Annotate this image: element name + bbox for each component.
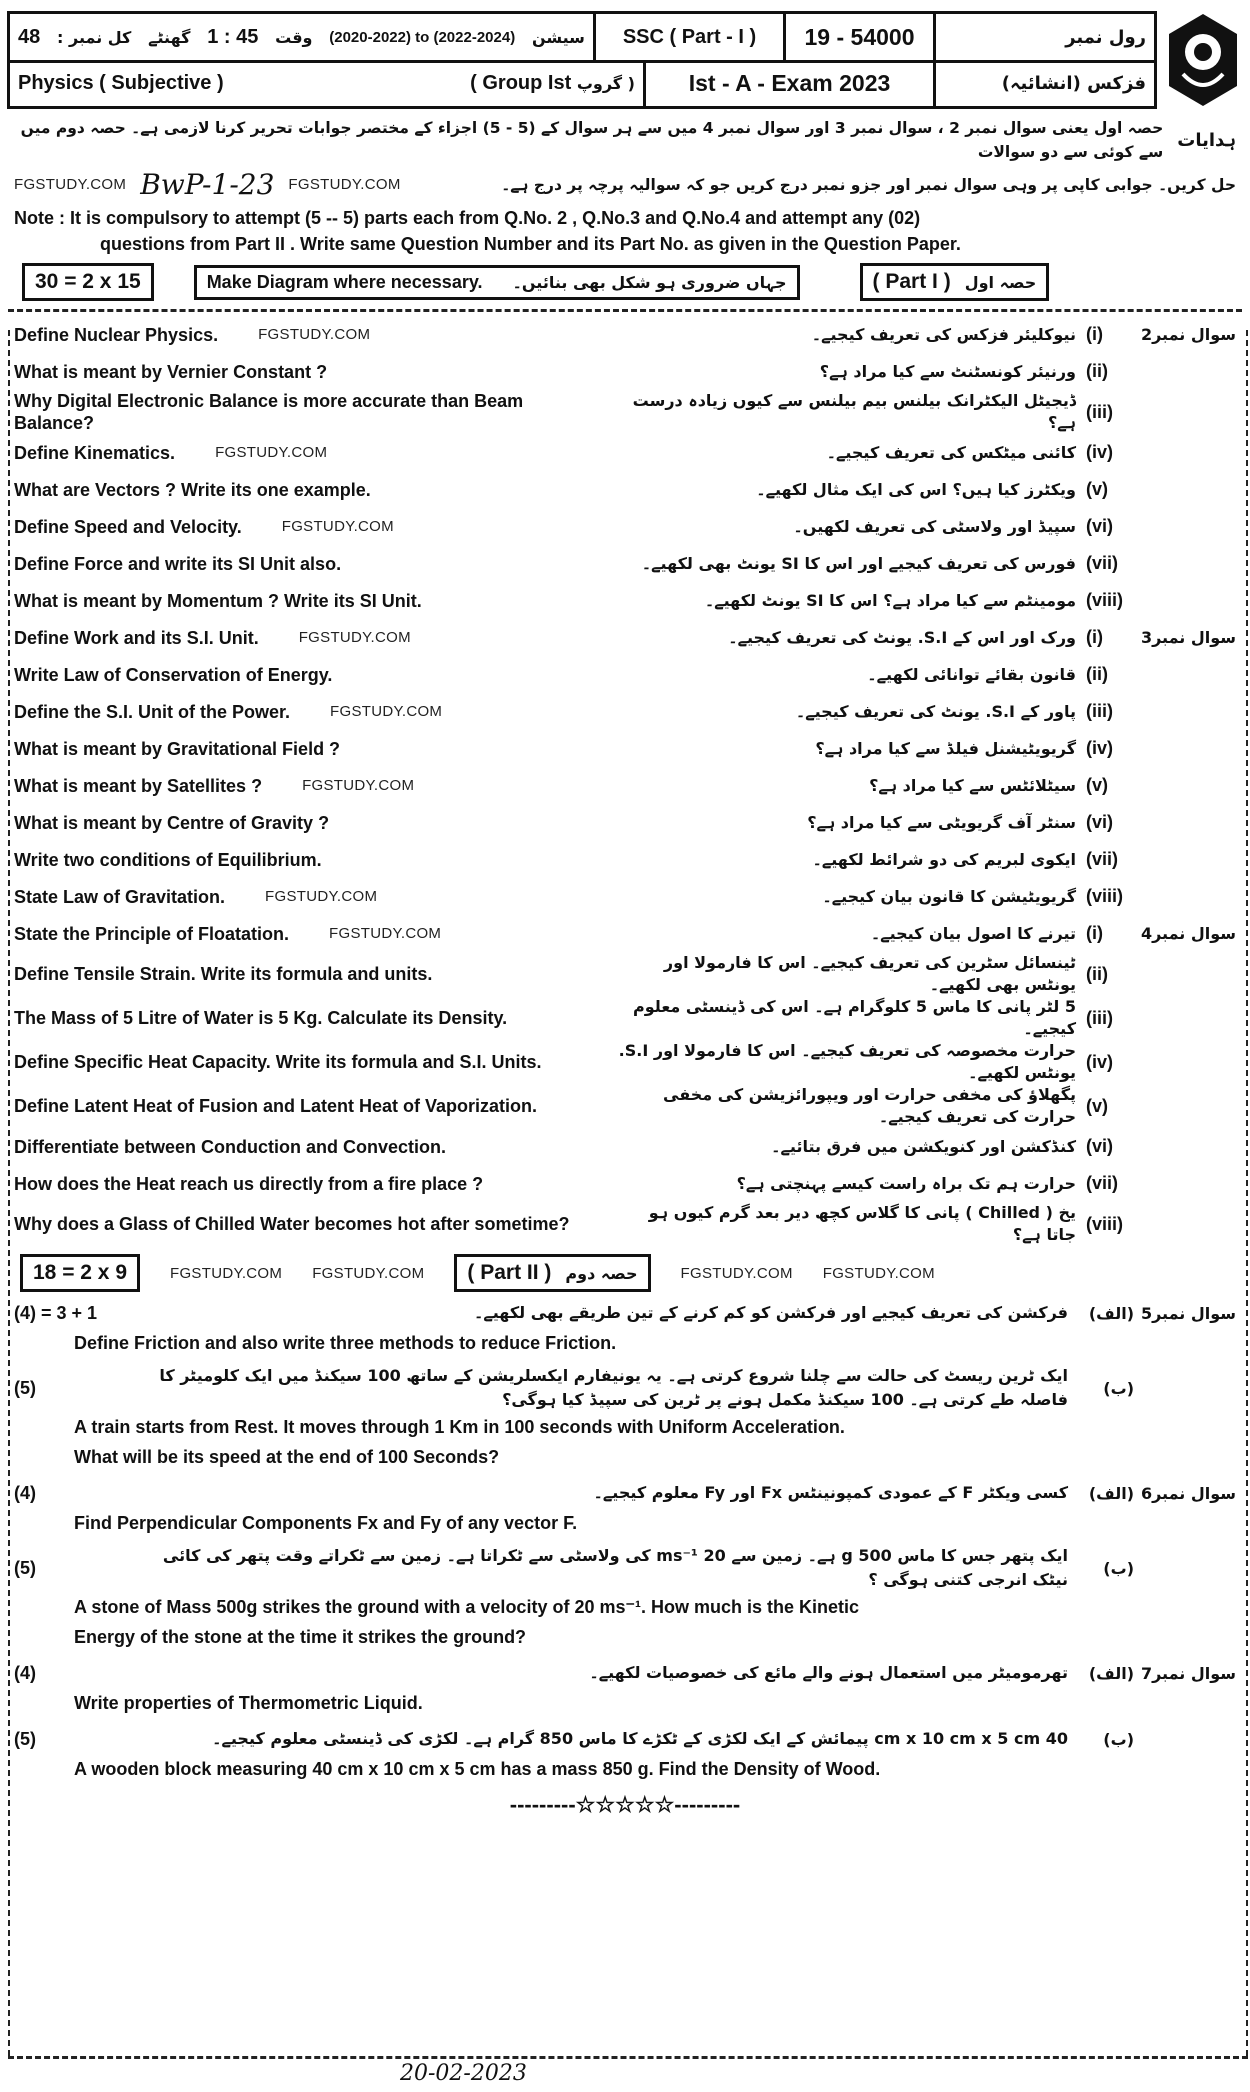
part1-questions bbox=[14, 316, 1236, 1246]
part-number: (v) bbox=[1086, 1095, 1108, 1116]
watermark-text: FGSTUDY.COM bbox=[822, 1264, 935, 1282]
question-en-cell bbox=[14, 849, 604, 871]
part2-header bbox=[20, 1254, 1236, 1292]
question-en-cell bbox=[14, 775, 604, 797]
question-text-en: What will be its speed at the end of 100 Seconds? bbox=[74, 1447, 500, 1467]
question-part bbox=[14, 1298, 1236, 1358]
question-text-ur: 5 لٹر پانی کا ماس 5 کلوگرام ہے۔ اس کی ڈینسٹی معلوم کیجیے۔ bbox=[633, 997, 1076, 1038]
question-text-ur: یخ ( Chilled ) پانی کا گلاس کچھ دیر بعد گرم کیوں ہو جاتا ہے؟ bbox=[648, 1203, 1076, 1244]
question-text-ur: ٹینسائل سٹرین کی تعریف کیجیے۔ اس کا فارمولا اور یونٹس بھی لکھیے۔ bbox=[663, 953, 1076, 994]
footer-date: 20-02-2023 bbox=[400, 2061, 527, 2086]
question-text-en: State Law of Gravitation. bbox=[14, 886, 226, 907]
question-text-en: Energy of the stone at the time it strikes the ground? bbox=[74, 1627, 527, 1647]
question-text-en: Define Nuclear Physics. bbox=[14, 324, 219, 345]
question-text-ur: تھرمومیٹر میں استعمال ہونے والے مائع کی خصوصیات لکھیے۔ bbox=[589, 1663, 1068, 1682]
question-en-cell bbox=[14, 627, 604, 649]
question-part-row bbox=[14, 434, 1236, 471]
part2-questions bbox=[14, 1298, 1236, 1784]
question-part bbox=[14, 1478, 1236, 1538]
question-part bbox=[14, 1658, 1236, 1718]
question-text-en: Define Tensile Strain. Write its formula and units. bbox=[14, 964, 433, 984]
question-en-cell bbox=[14, 553, 604, 575]
question-text-ur: مومینٹم سے کیا مراد ہے؟ اس کا SI یونٹ لکھیے۔ bbox=[704, 590, 1076, 610]
question-text-en: Define Friction and also write three methods to reduce Friction. bbox=[74, 1333, 617, 1353]
question-en-cell bbox=[14, 886, 604, 908]
question-part-row bbox=[14, 619, 1236, 656]
question-text-en: Define the S.I. Unit of the Power. bbox=[14, 701, 291, 722]
question-en-cell bbox=[14, 1095, 604, 1117]
part-number: (iv) bbox=[1086, 442, 1113, 462]
question-text-en: What is meant by Centre of Gravity ? bbox=[14, 812, 330, 833]
subject-group-cell bbox=[10, 60, 643, 106]
question-part-row bbox=[14, 1724, 1236, 1754]
note-line-1: Note : It is compulsory to attempt (5 -- 5) parts each from Q.No. 2 , Q.No.3 and Q.No.4 and attempt any (02) bbox=[14, 208, 921, 228]
diagram-note-box bbox=[194, 265, 800, 300]
watermark-text: FGSTUDY.COM bbox=[265, 887, 378, 905]
part-number: (vi) bbox=[1086, 1136, 1113, 1156]
part-number: (iii) bbox=[1086, 1007, 1113, 1028]
question-part-row bbox=[14, 390, 1236, 434]
left-dashed-border bbox=[8, 330, 10, 2056]
part1-title-box bbox=[860, 263, 1050, 301]
question-number-label: سوال نمبر3 bbox=[1140, 628, 1236, 647]
marks-label: (4) = 3 + 1 bbox=[14, 1302, 98, 1323]
time-label: وقت bbox=[275, 27, 313, 47]
question-part-row bbox=[14, 1364, 1236, 1412]
question-text-en: Why Digital Electronic Balance is more accurate than Beam Balance? bbox=[14, 391, 524, 433]
watermark-text: FGSTUDY.COM bbox=[330, 702, 443, 720]
question-part-row bbox=[14, 545, 1236, 582]
question-text-ur: فرکشن کی تعریف کیجیے اور فرکشن کو کم کرنے کے تین طریقے بھی لکھیے۔ bbox=[474, 1303, 1068, 1322]
part2-title-en: ( Part II ) bbox=[467, 1261, 552, 1284]
question-text-en: Write Law of Conservation of Energy. bbox=[14, 664, 333, 685]
question-text-ur: ایک ٹرین ریسٹ کی حالت سے چلنا شروع کرتی ہے۔ یہ یونیفارم ایکسلریشن کے ساتھ 100 سیکنڈ میں ایک کلومیٹر کا فاصلہ طے کرتی ہے۔ 100 سیکنڈ مکمل ہونے پر ٹرین کی سپیڈ کیا ہوگی؟ bbox=[159, 1366, 1068, 1409]
question-en-cell bbox=[14, 590, 604, 612]
watermark-text: FGSTUDY.COM bbox=[329, 924, 442, 942]
question-part-row bbox=[14, 1658, 1236, 1688]
part2-title-box bbox=[454, 1254, 650, 1292]
question-part-row bbox=[14, 878, 1236, 915]
total-marks-label: کل نمبر : bbox=[57, 27, 132, 47]
part-number: (الف) bbox=[1088, 1303, 1134, 1323]
question-en-cell bbox=[14, 812, 604, 834]
part-number: (v) bbox=[1086, 479, 1108, 499]
class-cell: SSC ( Part - I ) bbox=[593, 14, 783, 60]
part1-marks-box bbox=[22, 263, 154, 301]
watermark-text: FGSTUDY.COM bbox=[302, 776, 415, 794]
part-number: (iii) bbox=[1086, 701, 1113, 721]
roll-number-value: 19 - 54000 bbox=[783, 14, 933, 60]
question-text-en: The Mass of 5 Litre of Water is 5 Kg. Calculate its Density. bbox=[14, 1008, 508, 1028]
question-part-row bbox=[14, 804, 1236, 841]
session-years: (2020-2022) to (2022-2024) bbox=[329, 28, 516, 46]
question-text-en: How does the Heat reach us directly from a fire place ? bbox=[14, 1173, 484, 1194]
question-text-ur: ورک اور اس کے S.I. یونٹ کی تعریف کیجیے۔ bbox=[728, 627, 1076, 647]
question-en-cell bbox=[14, 390, 604, 434]
question-part-row bbox=[14, 656, 1236, 693]
question-en-cell bbox=[14, 1173, 604, 1195]
page-body bbox=[14, 116, 1236, 1818]
question-part-row bbox=[14, 996, 1236, 1040]
question-text-ur: ایک پتھر جس کا ماس 500 g ہے۔ زمین سے 20 ms⁻¹ کی ولاسٹی سے ٹکراتا ہے۔ زمین سے ٹکراتے وقت پتھر کی کائی نیٹک انرجی کتنی ہوگی ؟ bbox=[162, 1546, 1068, 1589]
watermark-text: FGSTUDY.COM bbox=[170, 1264, 283, 1282]
question-part bbox=[14, 1544, 1236, 1652]
question-text-ur: ایکوی لبریم کی دو شرائط لکھیے۔ bbox=[812, 849, 1076, 869]
question-en-cell bbox=[14, 442, 604, 464]
exam-title: Ist - A - Exam 2023 bbox=[643, 60, 933, 106]
instructions-label: ہدایات bbox=[1177, 129, 1236, 151]
question-en-cell bbox=[14, 738, 604, 760]
question-text-ur: پاور کے S.I. یونٹ کی تعریف کیجیے۔ bbox=[795, 701, 1076, 721]
question-part-row bbox=[14, 1128, 1236, 1165]
marks-label: (5) bbox=[14, 1557, 36, 1578]
question-part-row bbox=[14, 693, 1236, 730]
question-text-en: What is meant by Gravitational Field ? bbox=[14, 738, 341, 759]
question-text-en: Write two conditions of Equilibrium. bbox=[14, 849, 322, 870]
header-row-1 bbox=[10, 14, 1154, 63]
part-number: (ii) bbox=[1086, 361, 1108, 381]
question-part-row bbox=[14, 1084, 1236, 1128]
question-en-cell bbox=[14, 1136, 604, 1158]
part-number: (i) bbox=[1086, 923, 1103, 943]
question-text-en: Differentiate between Conduction and Convection. bbox=[14, 1136, 447, 1157]
question-text-en: Define Speed and Velocity. bbox=[14, 516, 242, 537]
part-number: (vi) bbox=[1086, 812, 1113, 832]
question-text-ur: فورس کی تعریف کیجیے اور اس کا SI یونٹ بھی لکھیے۔ bbox=[641, 553, 1076, 573]
part-number: (vii) bbox=[1086, 849, 1119, 869]
part-number: (v) bbox=[1086, 775, 1108, 795]
question-part-row bbox=[14, 1040, 1236, 1084]
part1-title-ur: حصہ اول bbox=[964, 272, 1037, 292]
total-marks: 48 bbox=[18, 25, 41, 48]
question-text-ur: سنٹر آف گریویٹی سے کیا مراد ہے؟ bbox=[807, 812, 1076, 832]
part-number: (vii) bbox=[1086, 1173, 1119, 1193]
question-text-ur: ویکٹرز کیا ہیں؟ اس کی ایک مثال لکھیے۔ bbox=[756, 479, 1076, 499]
part1-marks: 30 = 2 x 15 bbox=[35, 270, 141, 293]
subject-ur: فزکس (انشائیہ) bbox=[933, 60, 1154, 106]
question-text-ur: ورنیئر کونسٹنٹ سے کیا مراد ہے؟ bbox=[819, 361, 1076, 381]
part-number: (viii) bbox=[1086, 590, 1124, 610]
question-text-en: Define Latent Heat of Fusion and Latent Heat of Vaporization. bbox=[14, 1096, 538, 1116]
question-en-cell bbox=[14, 701, 604, 723]
part-number: (ii) bbox=[1086, 963, 1108, 984]
question-part-row bbox=[14, 1478, 1236, 1508]
question-part-row bbox=[14, 582, 1236, 619]
part2-marks-box bbox=[20, 1254, 140, 1292]
question-en-cell bbox=[14, 1007, 604, 1029]
question-text-ur: گریویٹیشن کا قانون بیان کیجیے۔ bbox=[822, 886, 1076, 906]
question-en-cell bbox=[14, 664, 604, 686]
header-row-2 bbox=[10, 60, 1154, 106]
question-part-row bbox=[14, 508, 1236, 545]
roll-number-label: رول نمبر bbox=[933, 14, 1154, 60]
question-part-row bbox=[14, 730, 1236, 767]
question-text-en: A stone of Mass 500g strikes the ground with a velocity of 20 ms⁻¹. How much is the Kinetic bbox=[74, 1597, 860, 1617]
question-en-cell bbox=[14, 516, 604, 538]
question-part-row bbox=[14, 1544, 1236, 1592]
watermark-text: FGSTUDY.COM bbox=[312, 1264, 425, 1282]
part-number: (iii) bbox=[1086, 401, 1113, 422]
question-number-label: سوال نمبر2 bbox=[1140, 325, 1236, 344]
question-text-ur: کنڈکشن اور کنویکشن میں فرق بتائیے۔ bbox=[771, 1136, 1076, 1156]
question-text-en: Write properties of Thermometric Liquid. bbox=[74, 1693, 423, 1713]
part2-title-ur: حصہ دوم bbox=[565, 1263, 638, 1283]
end-of-paper-mark: ---------☆☆☆☆☆--------- bbox=[509, 1792, 741, 1817]
header-box bbox=[7, 11, 1157, 109]
question-text-en: A wooden block measuring 40 cm x 10 cm x 5 cm has a mass 850 g. Find the Density of Wood. bbox=[74, 1759, 881, 1779]
question-en-cell bbox=[14, 1051, 604, 1073]
question-number-label: سوال نمبر5 bbox=[1140, 1303, 1236, 1323]
part1-header bbox=[22, 263, 1236, 301]
time-unit: گھنٹے bbox=[148, 27, 191, 47]
question-part-row bbox=[14, 1202, 1236, 1246]
question-text-ur: ڈیجیٹل الیکٹرانک بیلنس بیم بیلنس سے کیوں زیادہ درست ہے؟ bbox=[632, 391, 1076, 432]
question-text-en: Find Perpendicular Components Fx and Fy of any vector F. bbox=[74, 1513, 578, 1533]
handwritten-code: BwP-1-23 bbox=[140, 168, 275, 201]
top-dashed-border bbox=[8, 309, 1242, 312]
question-text-ur: سیٹلائٹس سے کیا مراد ہے؟ bbox=[869, 775, 1076, 795]
part-number: (viii) bbox=[1086, 1213, 1124, 1234]
part-number: (الف) bbox=[1088, 1483, 1134, 1503]
instructions-row-2 bbox=[14, 168, 1236, 201]
question-text-ur: نیوکلیئر فزکس کی تعریف کیجیے۔ bbox=[811, 324, 1076, 344]
marks-label: (4) bbox=[14, 1662, 36, 1683]
question-part bbox=[14, 1724, 1236, 1784]
question-text-ur: کائنی میٹکس کی تعریف کیجیے۔ bbox=[826, 442, 1076, 462]
marks-time-session-cell bbox=[10, 14, 593, 60]
question-en-cell bbox=[14, 479, 604, 501]
question-part-row bbox=[14, 316, 1236, 353]
watermark-text: FGSTUDY.COM bbox=[215, 443, 328, 461]
watermark-text: FGSTUDY.COM bbox=[680, 1264, 793, 1282]
part-number: (vii) bbox=[1086, 553, 1119, 573]
question-number-label: سوال نمبر6 bbox=[1140, 1483, 1236, 1503]
diagram-note-ur: جہاں ضروری ہو شکل بھی بنائیں۔ bbox=[512, 272, 787, 292]
part-number: (ii) bbox=[1086, 664, 1108, 684]
part-number: (ب) bbox=[1103, 1729, 1134, 1749]
question-text-en: What is meant by Vernier Constant ? bbox=[14, 361, 328, 382]
right-dashed-border bbox=[1246, 330, 1248, 2056]
question-part bbox=[14, 1364, 1236, 1472]
question-text-en: What are Vectors ? Write its one example. bbox=[14, 479, 371, 500]
question-text-en: What is meant by Momentum ? Write its SI Unit. bbox=[14, 590, 422, 611]
question-text-en: Define Work and its S.I. Unit. bbox=[14, 627, 259, 648]
question-part-row bbox=[14, 353, 1236, 390]
time-value: 1 : 45 bbox=[207, 25, 259, 48]
question-part-row bbox=[14, 767, 1236, 804]
watermark-text: FGSTUDY.COM bbox=[281, 517, 394, 535]
question-text-ur: کسی ویکٹر F کے عمودی کمپونینٹس Fx اور Fy معلوم کیجیے۔ bbox=[593, 1483, 1068, 1502]
board-logo-icon bbox=[1165, 12, 1241, 108]
question-text-en: A train starts from Rest. It moves through 1 Km in 100 seconds with Uniform Acceleration. bbox=[74, 1417, 845, 1437]
question-en-cell bbox=[14, 923, 604, 945]
marks-label: (4) bbox=[14, 1482, 36, 1503]
question-part-row bbox=[14, 471, 1236, 508]
watermark-text: FGSTUDY.COM bbox=[288, 176, 401, 193]
question-text-en: State the Principle of Floatation. bbox=[14, 923, 290, 944]
question-en-cell bbox=[14, 324, 604, 346]
part-number: (iv) bbox=[1086, 738, 1113, 758]
question-en-cell bbox=[14, 1213, 604, 1235]
question-text-ur: سپیڈ اور ولاسٹی کی تعریف لکھیں۔ bbox=[793, 516, 1076, 536]
question-text-ur: گریویٹیشنل فیلڈ سے کیا مراد ہے؟ bbox=[815, 738, 1076, 758]
part-number: (الف) bbox=[1088, 1663, 1134, 1683]
part2-marks: 18 = 2 x 9 bbox=[33, 1261, 127, 1284]
part-number: (viii) bbox=[1086, 886, 1124, 906]
question-text-ur: 40 cm x 10 cm x 5 cm پیمائش کے ایک لکڑی کے ٹکڑے کا ماس 850 گرام ہے۔ لکڑی کی ڈینسٹی معلوم کیجیے۔ bbox=[212, 1729, 1068, 1748]
question-part-row bbox=[14, 1298, 1236, 1328]
question-text-en: Define Kinematics. bbox=[14, 442, 176, 463]
question-text-en: What is meant by Satellites ? bbox=[14, 775, 263, 796]
instructions-urdu-line-1: حصہ اول یعنی سوال نمبر 2 ، سوال نمبر 3 اور سوال نمبر 4 میں سے ہر سوال کے (5 - 5) اجزاء کے مختصر جوابات تحریر کرنا لازمی ہے۔ حصہ دوم میں سے کوئی سے دو سوالات bbox=[20, 119, 1164, 161]
session-label: سیشن bbox=[531, 27, 585, 47]
part-number: (ب) bbox=[1103, 1378, 1134, 1398]
watermark-text: FGSTUDY.COM bbox=[298, 628, 411, 646]
part-number: (iv) bbox=[1086, 1051, 1113, 1072]
part-number: (vi) bbox=[1086, 516, 1113, 536]
question-number-label: سوال نمبر4 bbox=[1140, 924, 1236, 943]
subject-en: Physics ( Subjective ) bbox=[18, 71, 224, 94]
group-en: ( Group Ist bbox=[470, 71, 572, 94]
question-part-row bbox=[14, 841, 1236, 878]
watermark-text: FGSTUDY.COM bbox=[14, 176, 127, 193]
part-number: (i) bbox=[1086, 324, 1103, 344]
group-ur: گروپ ) bbox=[576, 73, 635, 93]
watermark-text: FGSTUDY.COM bbox=[258, 325, 371, 343]
question-part-row bbox=[14, 915, 1236, 952]
diagram-note-en: Make Diagram where necessary. bbox=[206, 271, 483, 292]
question-text-en: Why does a Glass of Chilled Water becomes hot after sometime? bbox=[14, 1214, 570, 1234]
question-text-ur: پگھلاؤ کی مخفی حرارت اور ویپورائزیشن کی مخفی حرارت کی تعریف کیجیے۔ bbox=[663, 1085, 1076, 1126]
question-number-label: سوال نمبر7 bbox=[1140, 1663, 1236, 1683]
note-line-2: questions from Part II . Write same Question Number and its Part No. as given in the Question Paper. bbox=[100, 234, 961, 254]
part1-title-en: ( Part I ) bbox=[872, 270, 951, 293]
bottom-dashed-border bbox=[8, 2056, 1248, 2059]
question-text-ur: قانون بقائے توانائی لکھیے۔ bbox=[867, 664, 1076, 684]
instructions-urdu-line-2: حل کریں۔ جوابی کاپی پر وہی سوال نمبر اور جزو نمبر درج کریں جو کہ سوالیہ پرچہ پر درج ہے۔ bbox=[501, 175, 1236, 194]
question-en-cell bbox=[14, 963, 604, 985]
question-text-ur: حرارت ہم تک براہ راست کیسے پہنچتی ہے؟ bbox=[736, 1173, 1076, 1193]
question-en-cell bbox=[14, 361, 604, 383]
instructions-row-1 bbox=[14, 116, 1236, 164]
question-part-row bbox=[14, 1165, 1236, 1202]
question-text-ur: حرارت مخصوصہ کی تعریف کیجیے۔ اس کا فارمولا اور S.I. یونٹس لکھیے۔ bbox=[618, 1041, 1076, 1082]
part-number: (ب) bbox=[1103, 1558, 1134, 1578]
question-text-en: Define Specific Heat Capacity. Write its formula and S.I. Units. bbox=[14, 1052, 542, 1072]
marks-label: (5) bbox=[14, 1377, 36, 1398]
part-number: (i) bbox=[1086, 627, 1103, 647]
question-text-ur: تیرنے کا اصول بیان کیجیے۔ bbox=[870, 923, 1076, 943]
question-text-en: Define Force and write its SI Unit also. bbox=[14, 553, 342, 574]
question-part-row bbox=[14, 952, 1236, 996]
marks-label: (5) bbox=[14, 1728, 36, 1749]
